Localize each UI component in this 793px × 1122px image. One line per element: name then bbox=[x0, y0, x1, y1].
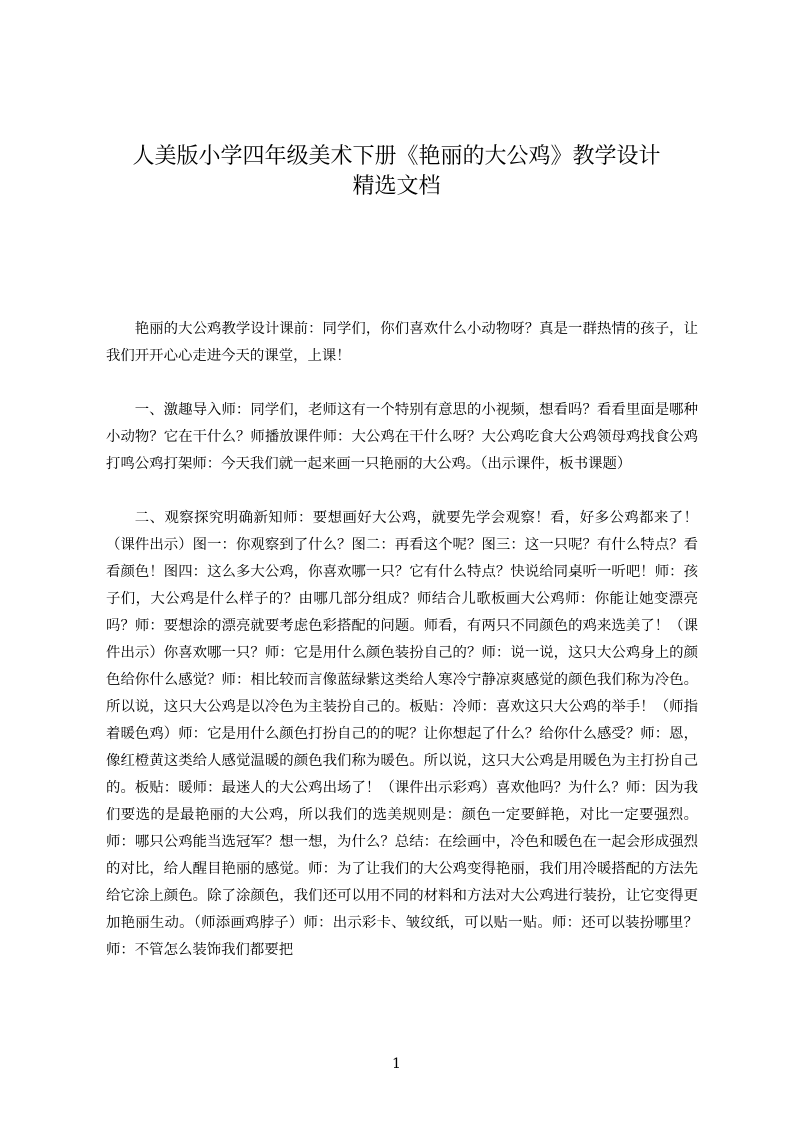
paragraph-intro: 艳丽的大公鸡教学设计课前：同学们，你们喜欢什么小动物呀？真是一群热情的孩子，让我们开开心心走进今天的课堂，上课！ bbox=[106, 321, 698, 364]
paragraph-section-2: 二、观察探究明确新知师：要想画好大公鸡，就要先学会观察！看，好多公鸡都来了！（课件出示）图一：你观察到了什么？图二：再看这个呢？图三：这一只呢？有什么特点？看看颜色！图四：这么多大公鸡，你喜欢哪一只？它有什么特点？快说给同桌听一听吧！师：孩子们，大公鸡是什么样子的？由哪几部分组成？师结合儿歌板画大公鸡师：你能让她变漂亮吗？师：要想涂的漂亮就要考虑色彩搭配的问题。师看，有两只不同颜色的鸡来选美了！（课件出示）你喜欢哪一只？师：它是用什么颜色装扮自己的？师：说一说，这只大公鸡身上的颜色给你什么感觉？师：相比较而言像蓝绿紫这类给人寒冷宁静凉爽感觉的颜色我们称为冷色。所以说，这只大公鸡是以冷色为主装扮自己的。板贴：冷师：喜欢这只大公鸡的举手！（师指着暖色鸡）师：它是用什么颜色打扮自己的的呢？让你想起了什么？给你什么感受？师：恩，像红橙黄这类给人感觉温暖的颜色我们称为暖色。所以说，这只大公鸡是用暖色为主打扮自己的。板贴：暖师：最迷人的大公鸡出场了！（课件出示彩鸡）喜欢他吗？为什么？师：因为我们要选的是最艳丽的大公鸡，所以我们的选美规则是：颜色一定要鲜艳，对比一定要强烈。师：哪只公鸡能当选冠军？想一想，为什么？总结：在绘画中，冷色和暖色在一起会形成强烈的对比，给人醒目艳丽的感觉。师：为了让我们的大公鸡变得艳丽，我们用冷暖搭配的方法先给它涂上颜色。除了涂颜色，我们还可以用不同的材料和方法对大公鸡进行装扮，让它变得更加艳丽生动。（师添画鸡脖子）师：出示彩卡、皱纹纸，可以贴一贴。师：还可以装扮哪里？师：不管怎么装饰我们都要把 bbox=[106, 510, 698, 958]
document-body bbox=[106, 316, 698, 991]
title-line-2: 精选文档 bbox=[352, 174, 441, 199]
title-line-1: 人美版小学四年级美术下册《艳丽的大公鸡》教学设计 bbox=[132, 144, 661, 169]
page-number: 1 bbox=[392, 1056, 401, 1072]
paragraph-section-1: 一、激趣导入师：同学们，老师这有一个特别有意思的小视频，想看吗？看看里面是哪种小动物？它在干什么？师播放课件师：大公鸡在干什么呀？大公鸡吃食大公鸡领母鸡找食公鸡打鸣公鸡打架师：今天我们就一起来画一只艳丽的大公鸡。（出示课件，板书课题） bbox=[106, 402, 698, 472]
document-title bbox=[90, 142, 703, 202]
